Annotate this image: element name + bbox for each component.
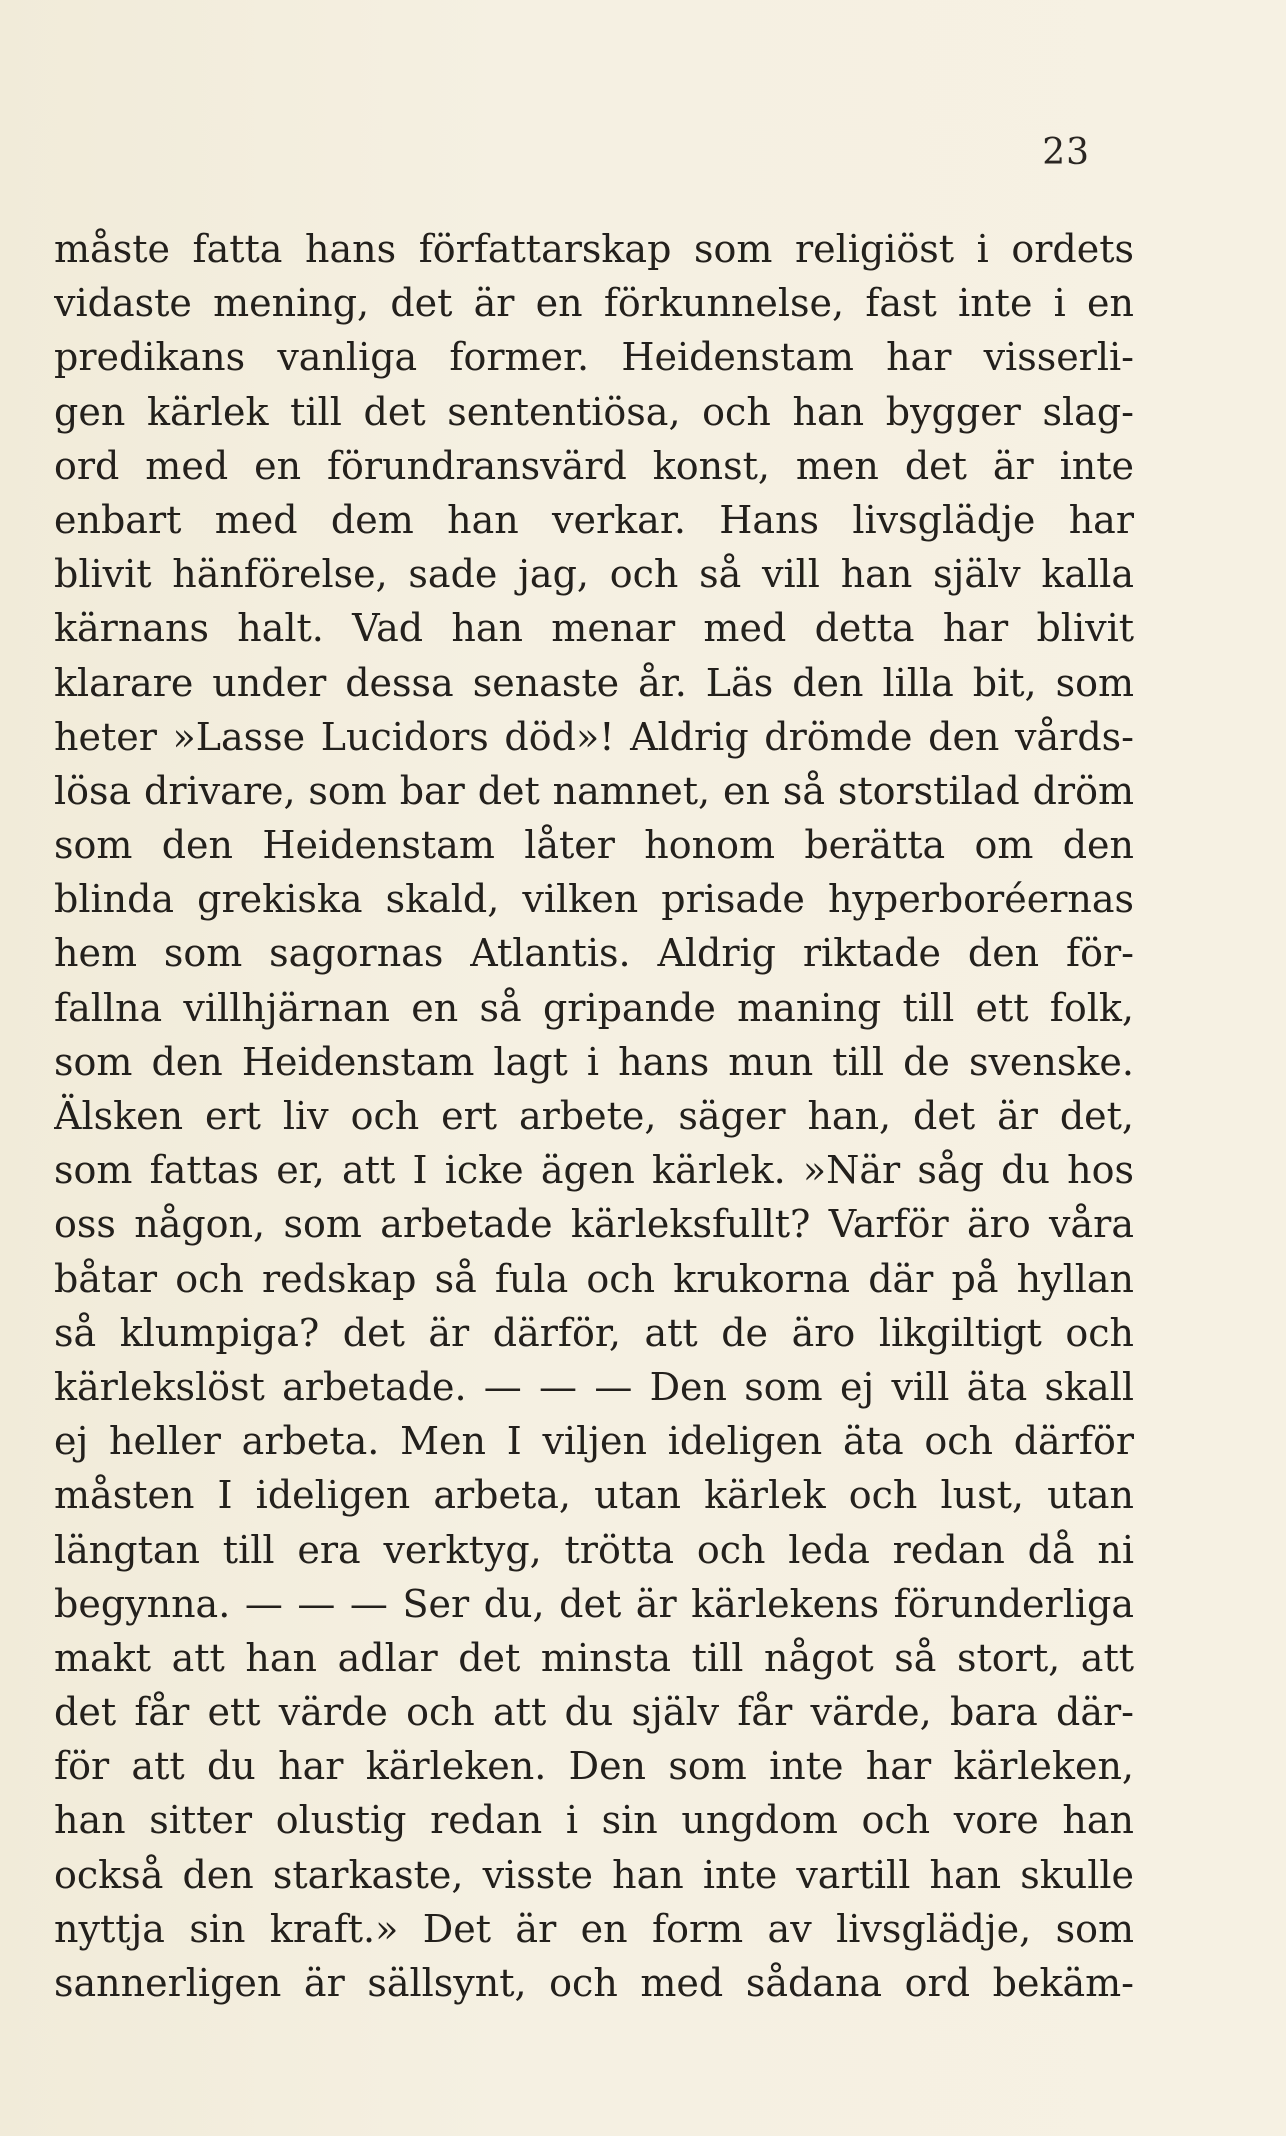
text-line: ej heller arbeta. Men I viljen ideligen äta och därför <box>54 1419 1134 1464</box>
text-line: också den starkaste, visste han inte vartill han skulle <box>54 1852 1134 1897</box>
text-line: måsten I ideligen arbeta, utan kärlek och lust, utan <box>54 1473 1134 1518</box>
text-line: som fattas er, att I icke ägen kärlek. »När såg du hos <box>54 1148 1134 1193</box>
text-line: längtan till era verktyg, trötta och leda redan då ni <box>54 1527 1134 1572</box>
text-line: hem som sagornas Atlantis. Aldrig riktade den för- <box>54 931 1134 976</box>
text-line: måste fatta hans författarskap som religiöst i ordets <box>54 227 1134 271</box>
body-text <box>54 222 1134 2010</box>
text-line: kärnans halt. Vad han menar med detta har blivit <box>54 606 1134 651</box>
text-line: lösa drivare, som bar det namnet, en så storstilad dröm <box>54 768 1134 813</box>
text-line: sannerligen är sällsynt, och med sådana ord bekäm- <box>54 1961 1134 2005</box>
text-line: klarare under dessa senaste år. Läs den lilla bit, som <box>54 660 1134 705</box>
text-line: nyttja sin kraft.» Det är en form av livsglädje, som <box>54 1906 1134 1951</box>
text-line: det får ett värde och att du själv får värde, bara där- <box>54 1690 1134 1735</box>
text-line: makt att han adlar det minsta till något så stort, att <box>54 1635 1134 1680</box>
text-line: för att du har kärleken. Den som inte har kärleken, <box>54 1744 1134 1789</box>
text-line: gen kärlek till det sententiösa, och han bygger slag- <box>54 389 1134 434</box>
text-line: båtar och redskap så fula och krukorna där på hyllan <box>54 1256 1134 1301</box>
text-line: blivit hänförelse, sade jag, och så vill han själv kalla <box>54 552 1134 597</box>
text-line: heter »Lasse Lucidors död»! Aldrig drömde den vårds- <box>54 714 1134 759</box>
text-line: ord med en förundransvärd konst, men det är inte <box>54 443 1134 488</box>
text-line: Älsken ert liv och ert arbete, säger han, det är det, <box>54 1094 1134 1138</box>
page-number: 23 <box>1042 132 1090 173</box>
text-line: som den Heidenstam lagt i hans mun till de svenske. <box>54 1039 1134 1084</box>
text-line: så klumpiga? det är därför, att de äro likgiltigt och <box>54 1310 1134 1355</box>
text-line: begynna. — — — Ser du, det är kärlekens förunderliga <box>54 1581 1134 1626</box>
text-line: oss någon, som arbetade kärleksfullt? Varför äro våra <box>54 1202 1134 1247</box>
text-line: blinda grekiska skald, vilken prisade hyperboréernas <box>54 877 1134 922</box>
text-line: han sitter olustig redan i sin ungdom och vore han <box>54 1798 1134 1843</box>
text-line: fallna villhjärnan en så gripande maning till ett folk, <box>54 985 1134 1030</box>
text-line: predikans vanliga former. Heidenstam har visserli- <box>54 335 1134 380</box>
text-line: vidaste mening, det är en förkunnelse, fast inte i en <box>54 281 1134 326</box>
text-line: kärlekslöst arbetade. — — — Den som ej vill äta skall <box>54 1364 1134 1409</box>
text-line: som den Heidenstam låter honom berätta om den <box>54 823 1134 868</box>
text-line: enbart med dem han verkar. Hans livsglädje har <box>54 497 1134 542</box>
